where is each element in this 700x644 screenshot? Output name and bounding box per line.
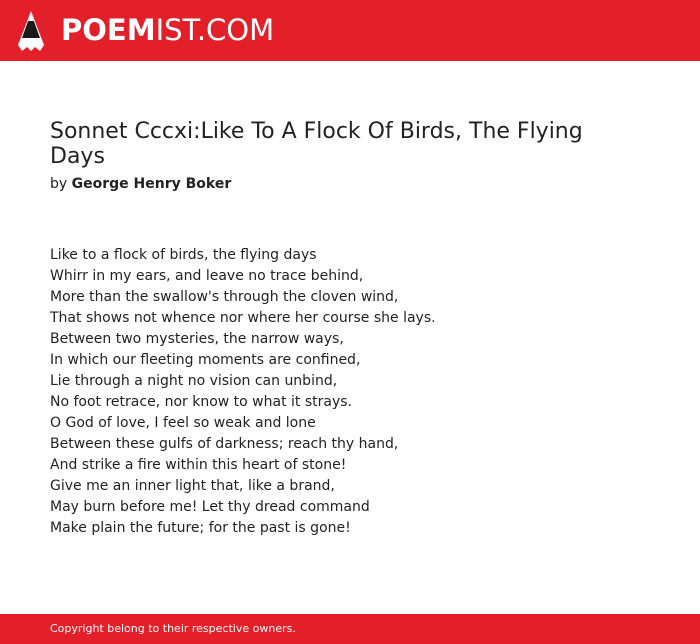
poem-line: No foot retrace, nor know to what it strays. <box>50 394 352 410</box>
poem-line: Whirr in my ears, and leave no trace behind, <box>50 268 364 284</box>
poem-line: Like to a flock of birds, the flying days <box>50 247 317 263</box>
poem-line: In which our fleeting moments are confined, <box>50 352 361 368</box>
poem-line: Give me an inner light that, like a brand, <box>50 478 335 494</box>
poem-line: And strike a fire within this heart of stone! <box>50 457 347 473</box>
site-footer <box>0 614 700 644</box>
poem-line: More than the swallow's through the cloven wind, <box>50 289 399 305</box>
copyright-text: Copyright belong to their respective owners. <box>50 622 296 635</box>
site-logo[interactable] <box>61 13 274 47</box>
logo-text-light: IST.COM <box>155 13 275 47</box>
poem-line: That shows not whence nor where her course she lays. <box>50 310 436 326</box>
poem-line: Between two mysteries, the narrow ways, <box>50 331 344 347</box>
poem-line: Lie through a night no vision can unbind, <box>50 373 338 389</box>
poem-line: May burn before me! Let thy dread command <box>50 499 370 515</box>
poem-byline <box>50 175 231 193</box>
poem-author: George Henry Boker <box>71 176 232 192</box>
poem-body <box>50 245 650 539</box>
by-label: by <box>50 176 68 192</box>
poem-line: O God of love, I feel so weak and lone <box>50 415 316 431</box>
poem-line: Between these gulfs of darkness; reach thy hand, <box>50 436 399 452</box>
site-header <box>0 0 700 61</box>
poem-line: Make plain the future; for the past is gone! <box>50 520 351 536</box>
pencil-tip-icon[interactable] <box>18 11 44 51</box>
poem-title: Sonnet Cccxi:Like To A Flock Of Birds, The Flying Days <box>50 119 583 169</box>
logo-text-bold: POEM <box>61 13 156 47</box>
